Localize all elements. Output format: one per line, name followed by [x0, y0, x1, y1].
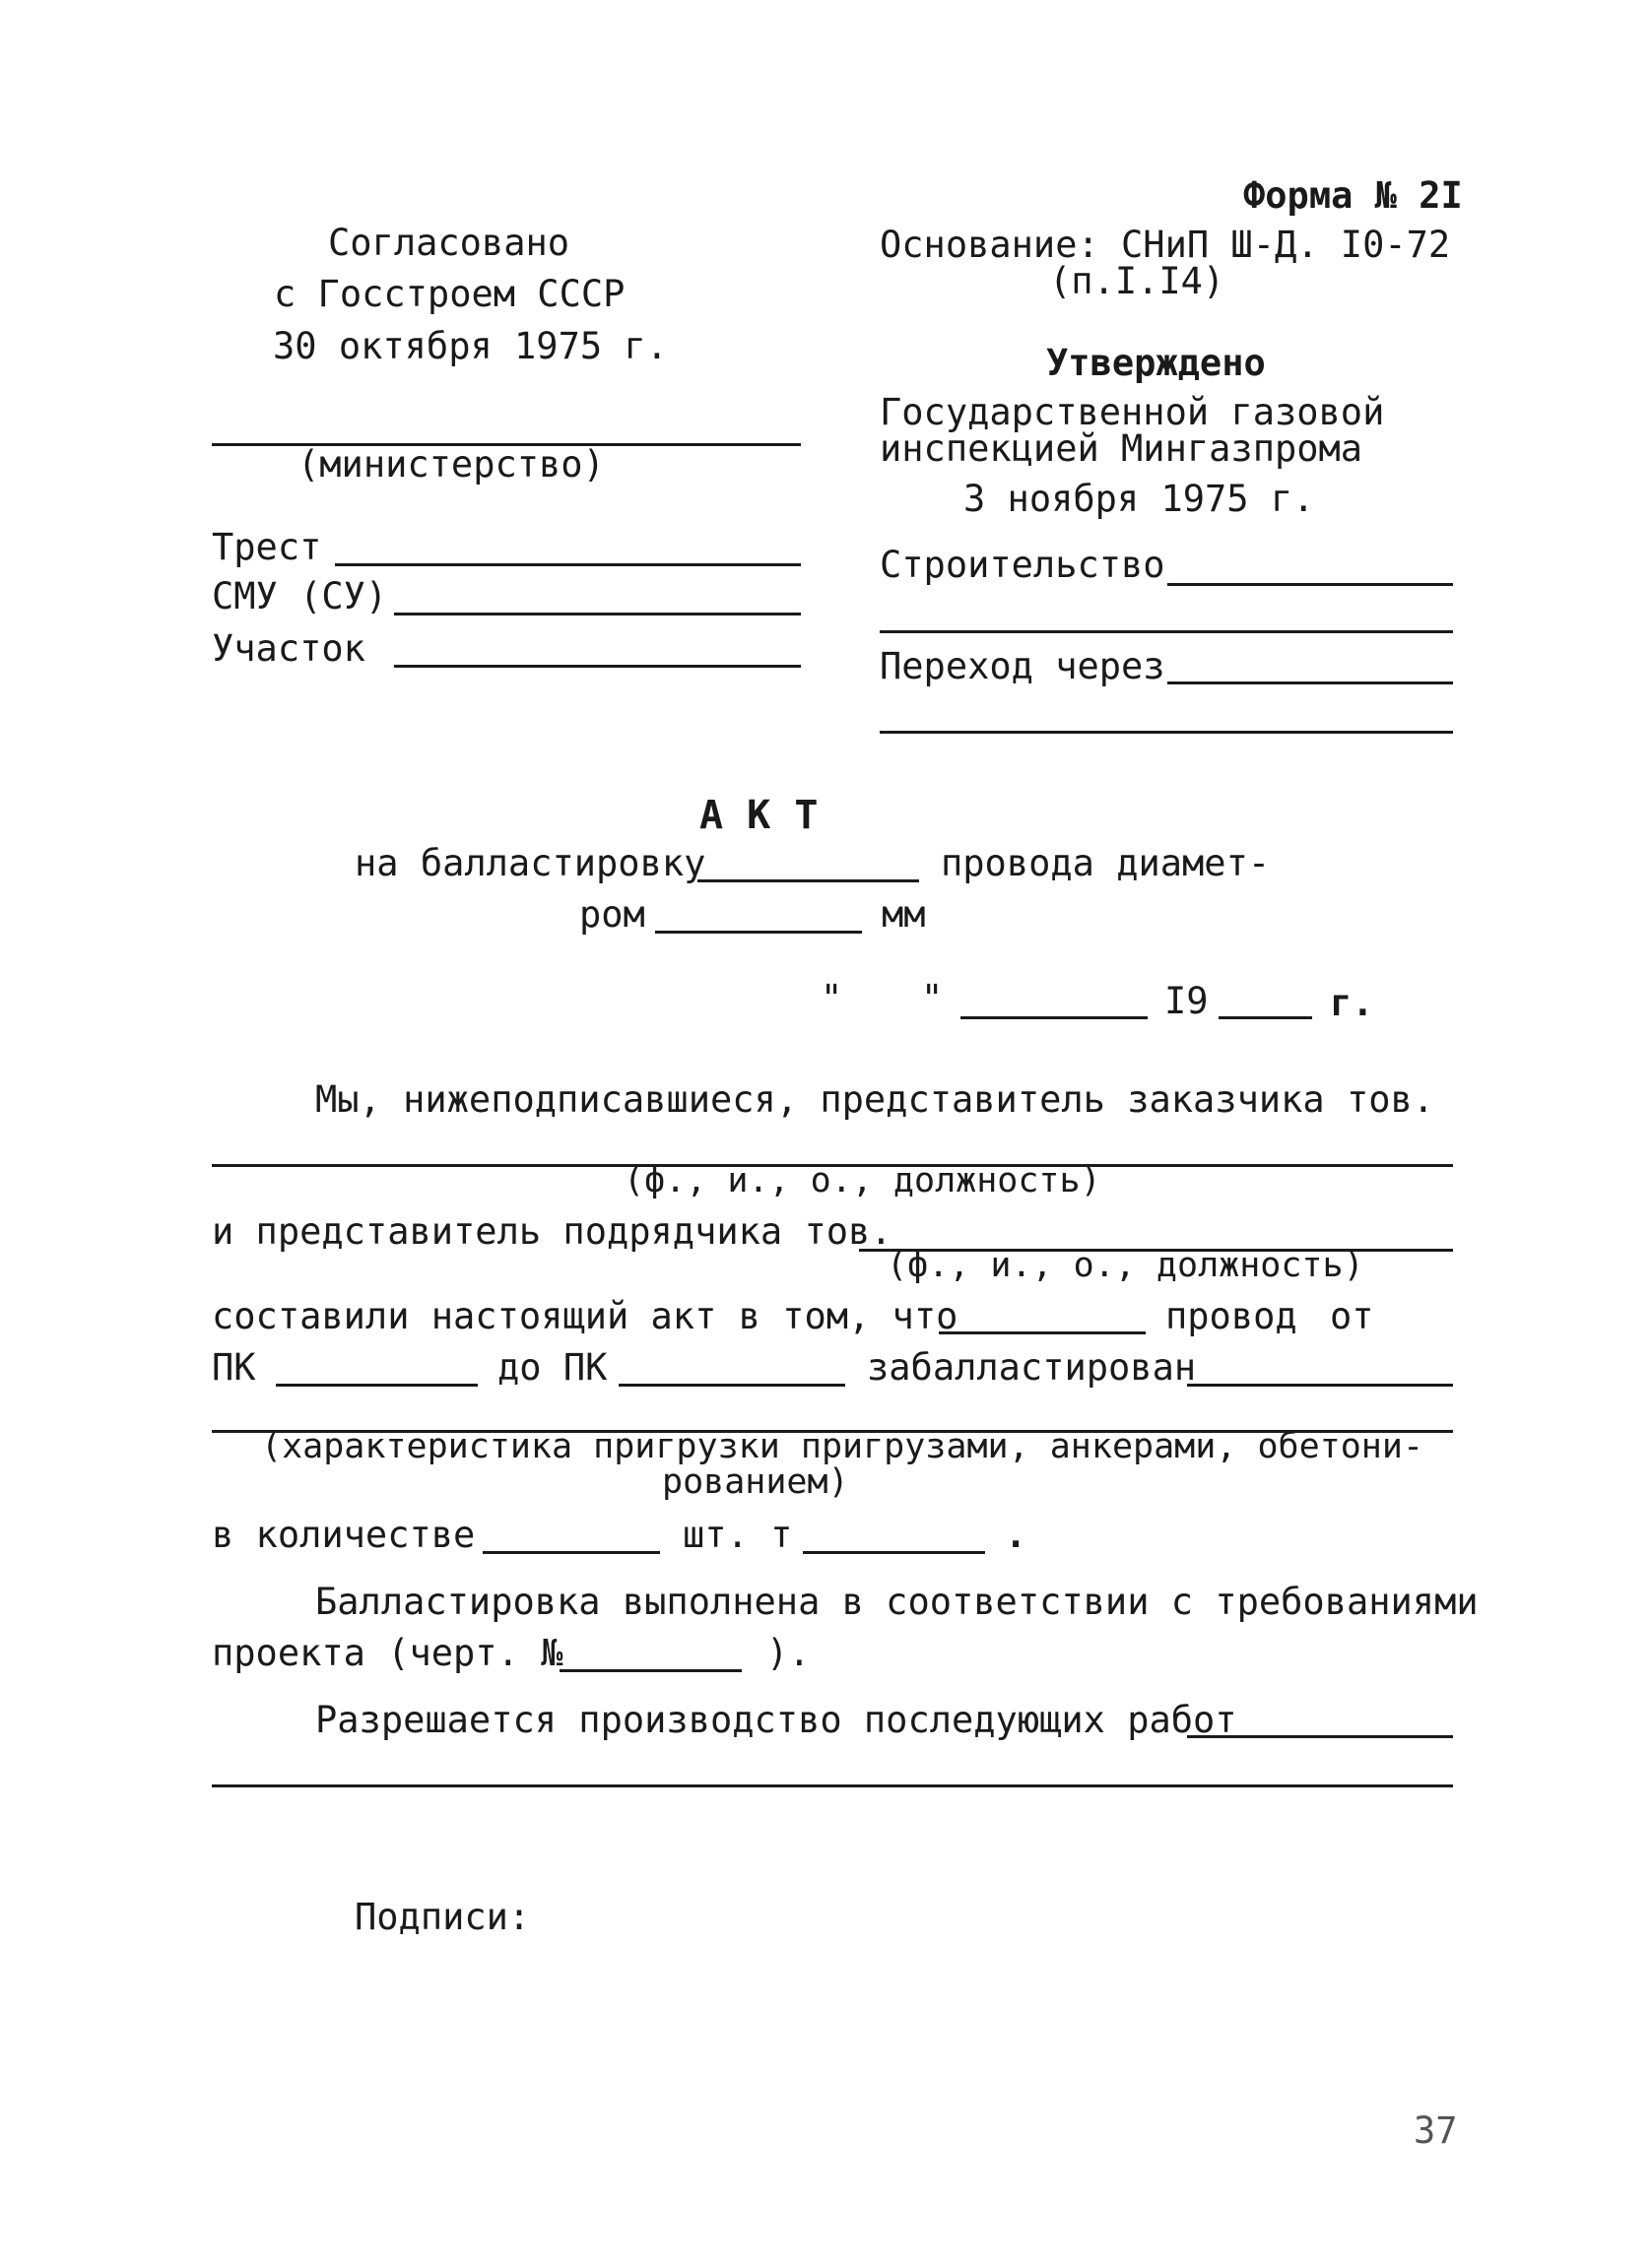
crossing-field[interactable]: [1167, 681, 1453, 684]
section-field[interactable]: [394, 665, 801, 668]
customer-rep-text: Мы, нижеподписавшиеся, представитель заказчика тов.: [315, 1078, 1435, 1121]
permission-field-2[interactable]: [212, 1784, 1453, 1787]
trust-label: Трест: [212, 526, 322, 568]
act-statement-text: составили настоящий акт в том, что: [212, 1295, 958, 1337]
ballast-type-field[interactable]: [697, 879, 919, 882]
ballasted-label: забалластирован: [867, 1346, 1197, 1389]
smu-label: СМУ (СУ): [212, 575, 388, 617]
date-year-field[interactable]: [1219, 1016, 1312, 1019]
project-drawing-label: проекта (черт. №: [212, 1632, 563, 1674]
pk-to-label: до ПК: [497, 1346, 608, 1389]
ballasted-field[interactable]: [1187, 1384, 1453, 1387]
contractor-rep-text: и представитель подрядчика тов.: [212, 1210, 892, 1253]
compliance-text: Балластировка выполнена в соответствии с требованиями: [315, 1581, 1479, 1623]
agreed-label: Согласовано: [328, 222, 570, 264]
construction-label: Строительство: [880, 544, 1165, 586]
permission-field[interactable]: [1187, 1735, 1453, 1738]
date-suffix: г.: [1330, 982, 1374, 1024]
form-number: Форма № 2I: [1243, 174, 1463, 217]
page-number: 37: [1414, 2109, 1458, 2152]
act-title: А К Т: [699, 793, 819, 838]
quantity-period: .: [1005, 1514, 1027, 1556]
quantity-unit: шт. т: [683, 1514, 793, 1556]
approved-by-1: Государственной газовой: [880, 391, 1385, 433]
date-month-field[interactable]: [960, 1016, 1148, 1019]
customer-rep-caption: (ф., и., о., должность): [624, 1161, 1101, 1200]
drawing-number-field[interactable]: [560, 1669, 742, 1672]
ministry-caption: (министерство): [297, 443, 605, 486]
pk-from-field[interactable]: [276, 1384, 478, 1387]
basis-text: Основание: СНиП Ш-Д. I0-72: [880, 224, 1451, 266]
date-quote-close: ": [921, 977, 944, 1019]
act-subtitle-1b: провода диамет-: [941, 842, 1271, 884]
act-subtitle-2a: ром: [579, 893, 645, 936]
agreed-date: 30 октября 1975 г.: [273, 325, 668, 367]
approved-by-2: инспекцией Мингазпрома: [880, 427, 1363, 470]
permission-text: Разрешается производство последующих работ: [315, 1699, 1237, 1741]
diameter-field[interactable]: [655, 931, 862, 934]
pk-from-label: ПК: [212, 1346, 256, 1389]
quantity-ton-field[interactable]: [803, 1551, 985, 1554]
from-label: от: [1330, 1295, 1374, 1337]
quantity-pcs-field[interactable]: [483, 1551, 660, 1554]
crossing-field-2[interactable]: [880, 731, 1453, 734]
agreed-with: с Госстроем СССР: [274, 273, 626, 315]
trust-field[interactable]: [335, 563, 801, 566]
construction-field[interactable]: [1167, 583, 1453, 586]
quantity-label: в количестве: [212, 1514, 476, 1556]
act-subtitle-2b: мм: [882, 893, 926, 936]
signatures-label: Подписи:: [355, 1896, 531, 1938]
crossing-label: Переход через: [880, 645, 1165, 687]
date-quote-open: ": [821, 977, 843, 1019]
smu-field[interactable]: [394, 613, 801, 616]
load-characteristic-caption-1: (характеристика пригрузки пригрузами, анкерами, обетони-: [261, 1427, 1424, 1466]
basis-item: (п.I.I4): [1049, 260, 1225, 302]
approved-label: Утверждено: [1046, 342, 1266, 384]
pipeline-field[interactable]: [939, 1331, 1146, 1334]
pk-to-field[interactable]: [619, 1384, 845, 1387]
act-subtitle-1a: на балластировку: [355, 842, 706, 884]
project-drawing-close: ).: [766, 1632, 811, 1674]
contractor-rep-caption: (ф., и., о., должность): [887, 1246, 1364, 1285]
date-year: I9: [1164, 980, 1209, 1022]
pipeline-label: провод: [1165, 1295, 1297, 1337]
load-characteristic-caption-2: рованием): [662, 1462, 849, 1502]
approved-date: 3 ноября 1975 г.: [963, 478, 1315, 520]
section-label: Участок: [212, 627, 365, 670]
construction-field-2[interactable]: [880, 630, 1453, 633]
